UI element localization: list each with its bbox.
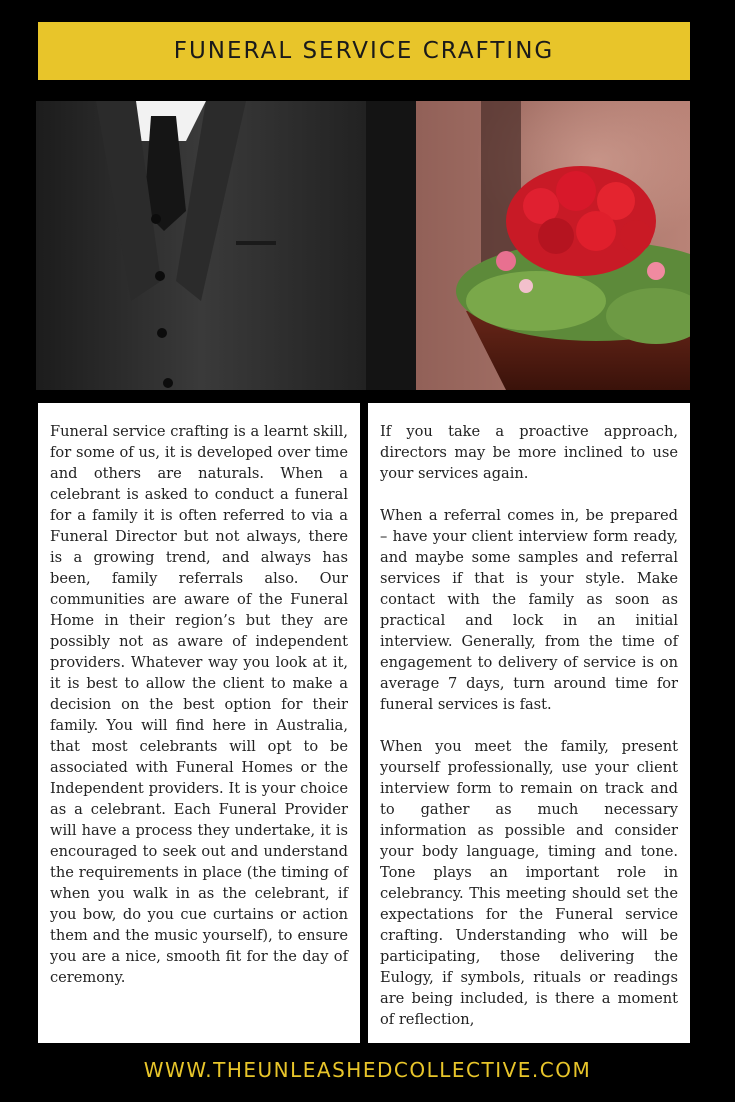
hero-image (36, 101, 690, 390)
footer-website-link[interactable]: WWW.THEUNLEASHEDCOLLECTIVE.COM (143, 1058, 592, 1082)
title-banner (38, 22, 690, 80)
page-title: FUNERAL SERVICE CRAFTING (173, 38, 555, 64)
paragraph: Funeral service crafting is a learnt skill, for some of us, it is developed over time and others are naturals. When a celebrant is asked to conduct a funeral for a family it is often referred to via a Funeral Director but not always, there is a growing trend, and always has been, family referrals also. Our communities are aware of the Funeral Home in their region’s but they are possibly not as aware of independent providers. Whatever way you look at it, it is best to allow the client to make a decision on the best option for their family. You will find here in Australia, that most celebrants will opt to be associated with Funeral Homes or the Independent providers. It is your choice as a celebrant. Each Funeral Provider will have a process they undertake, it is encouraged to seek out and understand the requirements in place (the timing of when you walk in as the celebrant, if you bow, do you cue curtains or action them and the music yourself), to ensure you are a nice, smooth fit for the day of ceremony. (50, 423, 348, 986)
hero-photo (36, 101, 690, 390)
paragraph: When a referral comes in, be prepared – have your client interview form ready, and maybe some samples and referral services if that is your style. Make contact with the family as soon as practical and lock in an initial interview. Generally, from the time of engagement to delivery of service is on average 7 days, turn around time for funeral services is fast. (380, 507, 678, 713)
right-text-column (368, 403, 690, 1043)
paragraph: When you meet the family, present yourself professionally, use your client interview form to remain on track and to gather as much necessary information as possible and consider your body language, timing and tone. Tone plays an important role in celebrancy. This meeting should set the expectations for the Funeral service crafting. Understanding who will be participating, those delivering the Eulogy, if symbols, rituals or readings are being included, is there a moment of reflection, (380, 738, 678, 1028)
left-text-column (38, 403, 360, 1043)
paragraph: If you take a proactive approach, directors may be more inclined to use your services again. (380, 423, 678, 482)
